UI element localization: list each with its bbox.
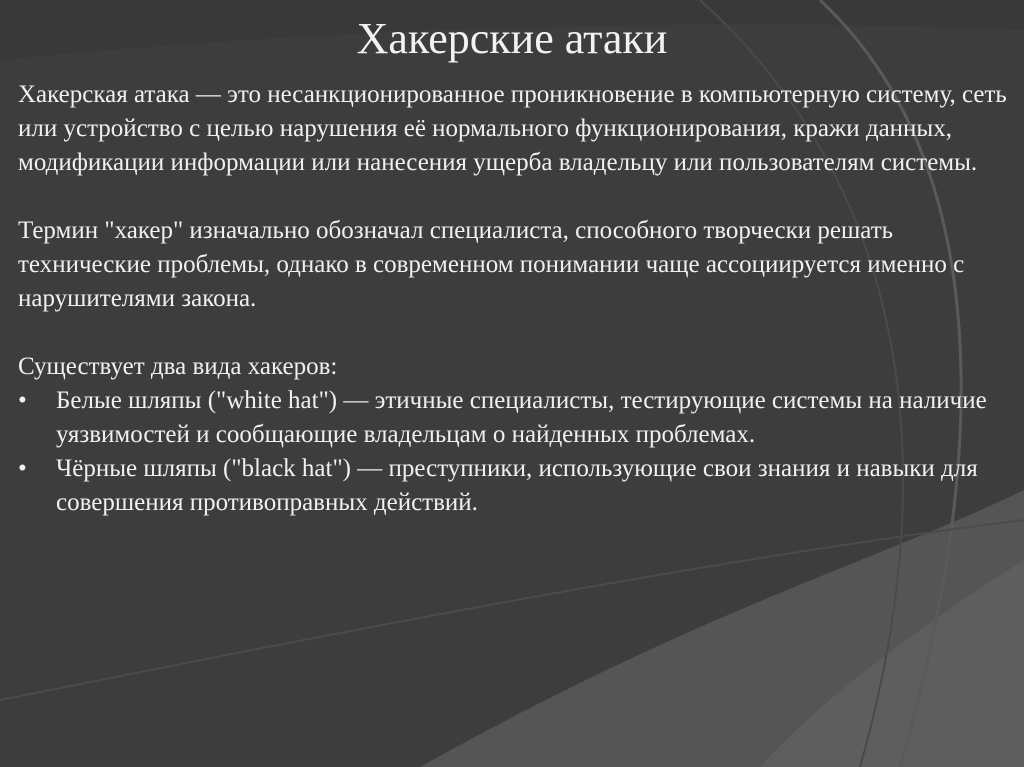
paragraph-definition: Хакерская атака — это несанкционированное проникновение в компьютерную систему, сеть или устройство с целью нарушения её нормального функционирования, кражи данных, модификации информации или нанесения ущерба владельцу или пользователям системы. [18,81,1007,176]
slide-body [18,78,1008,520]
bullet-icon: • [18,387,27,414]
hacker-types-list [18,384,1008,520]
list-item-black-hat [18,452,1008,520]
list-intro: Существует два вида хакеров: [18,353,338,380]
list-item-text: Чёрные шляпы ("black hat") — преступники, использующие свои знания и навыки для совершения противоправных действий. [56,455,978,516]
spacer [18,316,1008,350]
list-item-white-hat [18,384,1008,452]
slide-title: Хакерские атаки [356,14,668,63]
paragraph-term: Термин "хакер" изначально обозначал специалиста, способного творчески решать технические проблемы, однако в современном понимании чаще ассоциируется именно с нарушителями закона. [18,217,965,312]
bullet-icon: • [18,455,27,482]
spacer [18,180,1008,214]
list-item-text: Белые шляпы ("white hat") — этичные специалисты, тестирующие системы на наличие уязвимостей и сообщающие владельцам о найденных проблемах. [56,387,987,448]
